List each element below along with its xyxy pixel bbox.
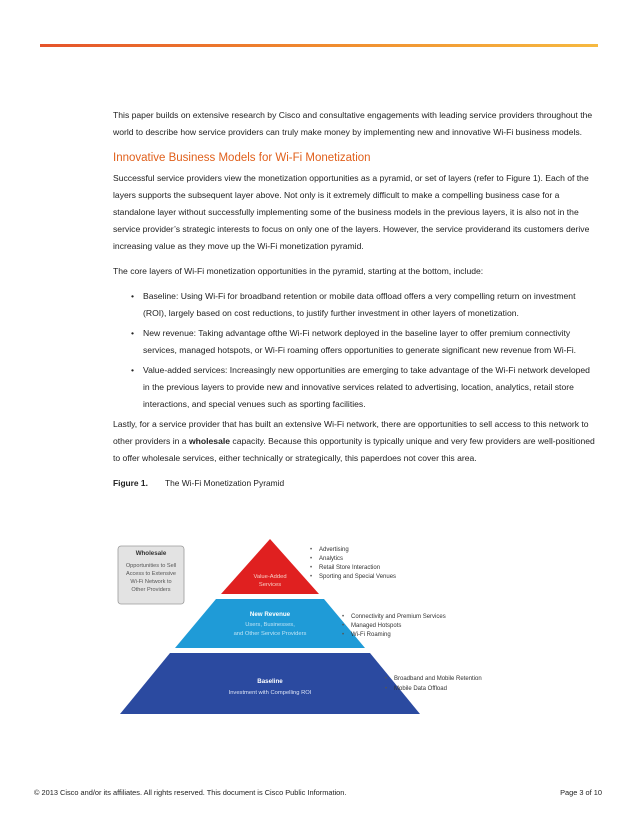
bullet-dot: • [131,365,135,375]
paragraph-wholesale [113,416,598,467]
item-bullet: • [342,632,345,638]
item-bullet: • [310,574,313,580]
middle-layer-title: New Revenue [249,611,291,618]
page-footer [34,788,602,797]
top-item: Retail Store Interaction [319,565,381,571]
bullet-dot: • [131,328,135,338]
list-item [131,325,598,359]
paragraph-pyramid: Successful service providers view the monetization opportunities as a pyramid, or set of layers (refer to Figure 1). Each of the layers supports the subsequent layer above. Not only is it extremely difficult to make a compelling business case for a standalone layer without successfully implementing some of the business models in the previous layers, it is also not in the service provider’s strategic interests to focus on only one of the layers. However, the service providerand its customers derive increasing value as they move up the Wi-Fi monetization pyramid. [113,173,590,251]
bullet-text: Value-added services: Increasingly new opportunities are emerging to take advantage of the Wi-Fi network developed in the previous layers to provide new and innovative services related to advertising, location, analytics, retail store interactions, and special venues such as sporting facilities. [143,365,590,409]
item-bullet: • [310,547,313,553]
top-layer-line: Services [258,582,282,588]
wholesale-line: Wi-Fi Network to [130,579,172,585]
wholesale-line: Access to Extensive [125,571,177,577]
bullet-text: Baseline: Using Wi-Fi for broadband retention or mobile data offload offers a very compelling return on investment (ROI), largely based on cost reductions, to justify further investment in other layers of monetization. [143,291,576,318]
pyramid-figure [113,530,533,720]
base-layer-title: Baseline [257,678,283,685]
list-item [131,288,598,322]
item-bullet: • [385,686,388,692]
top-item: Sporting and Special Venues [319,574,397,580]
middle-layer-line: and Other Service Providers [233,631,307,637]
wholesale-line: Other Providers [131,587,171,593]
top-item: Advertising [319,547,349,553]
bullet-list [113,288,598,413]
base-item: Broadband and Mobile Retention [394,676,482,682]
page-number: Page 3 of 10 [560,788,602,797]
top-item: Analytics [319,556,344,562]
item-bullet: • [310,565,313,571]
wholesale-keyword: wholesale [188,436,231,446]
middle-item: Connectivity and Premium Services [351,614,446,620]
list-item [131,362,598,413]
wholesale-text-start: Lastly, for a service provider that has built an extensive Wi-Fi network, there are opportunities to sell access to this network to other providers in a [113,419,589,446]
figure-caption [113,475,598,492]
item-bullet: • [310,556,313,562]
item-bullet: • [385,676,388,682]
copyright-text: © 2013 Cisco and/or its affiliates. All rights reserved. This document is Cisco Public Information. [34,788,347,797]
figure-label: Figure 1. [113,478,148,488]
figure-title: The Wi-Fi Monetization Pyramid [165,478,285,488]
middle-layer-line: Users, Businesses, [245,622,295,628]
section-heading: Innovative Business Models for Wi-Fi Monetization [113,152,371,164]
middle-item: Wi-Fi Roaming [351,632,391,638]
wholesale-text-end: capacity. Because this opportunity is typically unique and very few providers are well-positioned to offer wholesale services, either technically or strategically, this paperdoes not cover this area. [113,436,595,463]
intro-paragraph: This paper builds on extensive research by Cisco and consultative engagements with leading service providers throughout the world to describe how service providers can truly make money by implementing new and innovative Wi-Fi business models. [113,110,593,137]
item-bullet: • [342,623,345,629]
header-accent-bar [40,44,598,47]
bullet-dot: • [131,291,135,301]
wholesale-line: Opportunities to Sell [125,563,177,569]
bullet-text: New revenue: Taking advantage ofthe Wi-Fi network deployed in the baseline layer to offer premium connectivity services, managed hotspots, or Wi-Fi roaming offers opportunities to generate significant new revenue from Wi-Fi. [143,328,577,355]
document-body [113,107,598,492]
top-layer-line: Value-Added [253,574,287,580]
wholesale-title: Wholesale [135,550,167,557]
base-layer-subtitle: Investment with Compelling ROI [228,690,312,696]
item-bullet: • [342,614,345,620]
middle-item: Managed Hotspots [351,623,402,629]
base-item: Mobile Data Offload [394,686,447,692]
paragraph-core-layers: The core layers of Wi-Fi monetization opportunities in the pyramid, starting at the bottom, include: [113,266,484,276]
